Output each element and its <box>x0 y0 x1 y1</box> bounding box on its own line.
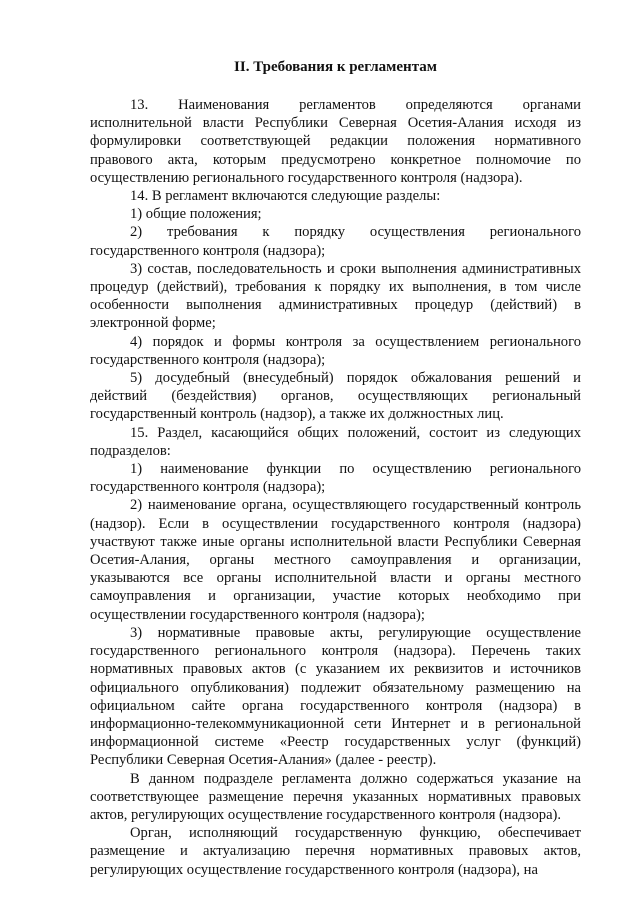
paragraph-13: 13. Наименования регламентов определяются органами исполнительной власти Республики Северная Осетия-Алания исходя из формулировки соответствующей редакции положения нормативного правового акта, которым предусмотрено конкретное полномочие по осуществлению регионального государственного контроля (надзора). <box>90 97 581 186</box>
section-heading: II. Требования к регламентам <box>234 59 437 75</box>
list-item-14-4: 4) порядок и формы контроля за осуществлением регионального государственного контроля (надзора); <box>90 333 581 368</box>
list-item-14-3: 3) состав, последовательность и сроки выполнения административных процедур (действий), требования к порядку их выполнения, в том числе особенности выполнения административных процедур (действий) в электронной форме; <box>90 260 581 332</box>
paragraph-14: 14. В регламент включаются следующие разделы: <box>130 188 441 205</box>
paragraph-placement-note: В данном подразделе регламента должно содержаться указание на соответствующее размещение перечня указанных нормативных правовых актов, регулирующих осуществление государственного контроля (надзора). <box>90 770 581 823</box>
paragraph-15: 15. Раздел, касающийся общих положений, состоит из следующих подразделов: <box>90 424 581 459</box>
list-item-14-5: 5) досудебный (внесудебный) порядок обжалования решений и действий (бездействия) органов, осуществляющих региональный государственный контроль (надзор), а также их должностных лиц. <box>90 370 581 423</box>
list-item-15-3: 3) нормативные правовые акты, регулирующие осуществление государственного регионального контроля (надзора). Перечень таких нормативных правовых актов (с указанием их реквизитов и источников официального опубликования) подлежит обязательному размещению на официальном сайте органа государственного контроля (надзора) в информационно-телекоммуникационной сети Интернет и в региональной информационной системе «Реестр государственных услуг (функций) Республики Северная Осетия-Алания» (далее - реестр). <box>90 624 581 769</box>
list-item-15-1: 1) наименование функции по осуществлению регионального государственного контроля (надзора); <box>90 461 581 496</box>
list-item-15-2: 2) наименование органа, осуществляющего государственный контроль (надзор). Если в осуществлении государственного контроля (надзора) участвуют также иные органы исполнительной власти Республики Северная Осетия-Алания, органы местного самоуправления и организации, указываются все органы исполнительной власти и органы местного самоуправления и организации, участие которых необходимо при осуществлении государственного контроля (надзора); <box>90 497 581 623</box>
document-page <box>90 58 581 879</box>
paragraph-authority-duty: Орган, исполняющий государственную функцию, обеспечивает размещение и актуализацию перечня нормативных правовых актов, регулирующих осуществление государственного контроля (надзора), на <box>90 825 581 878</box>
list-item-14-2: 2) требования к порядку осуществления регионального государственного контроля (надзора); <box>90 224 581 259</box>
list-item-14-1: 1) общие положения; <box>130 206 262 223</box>
